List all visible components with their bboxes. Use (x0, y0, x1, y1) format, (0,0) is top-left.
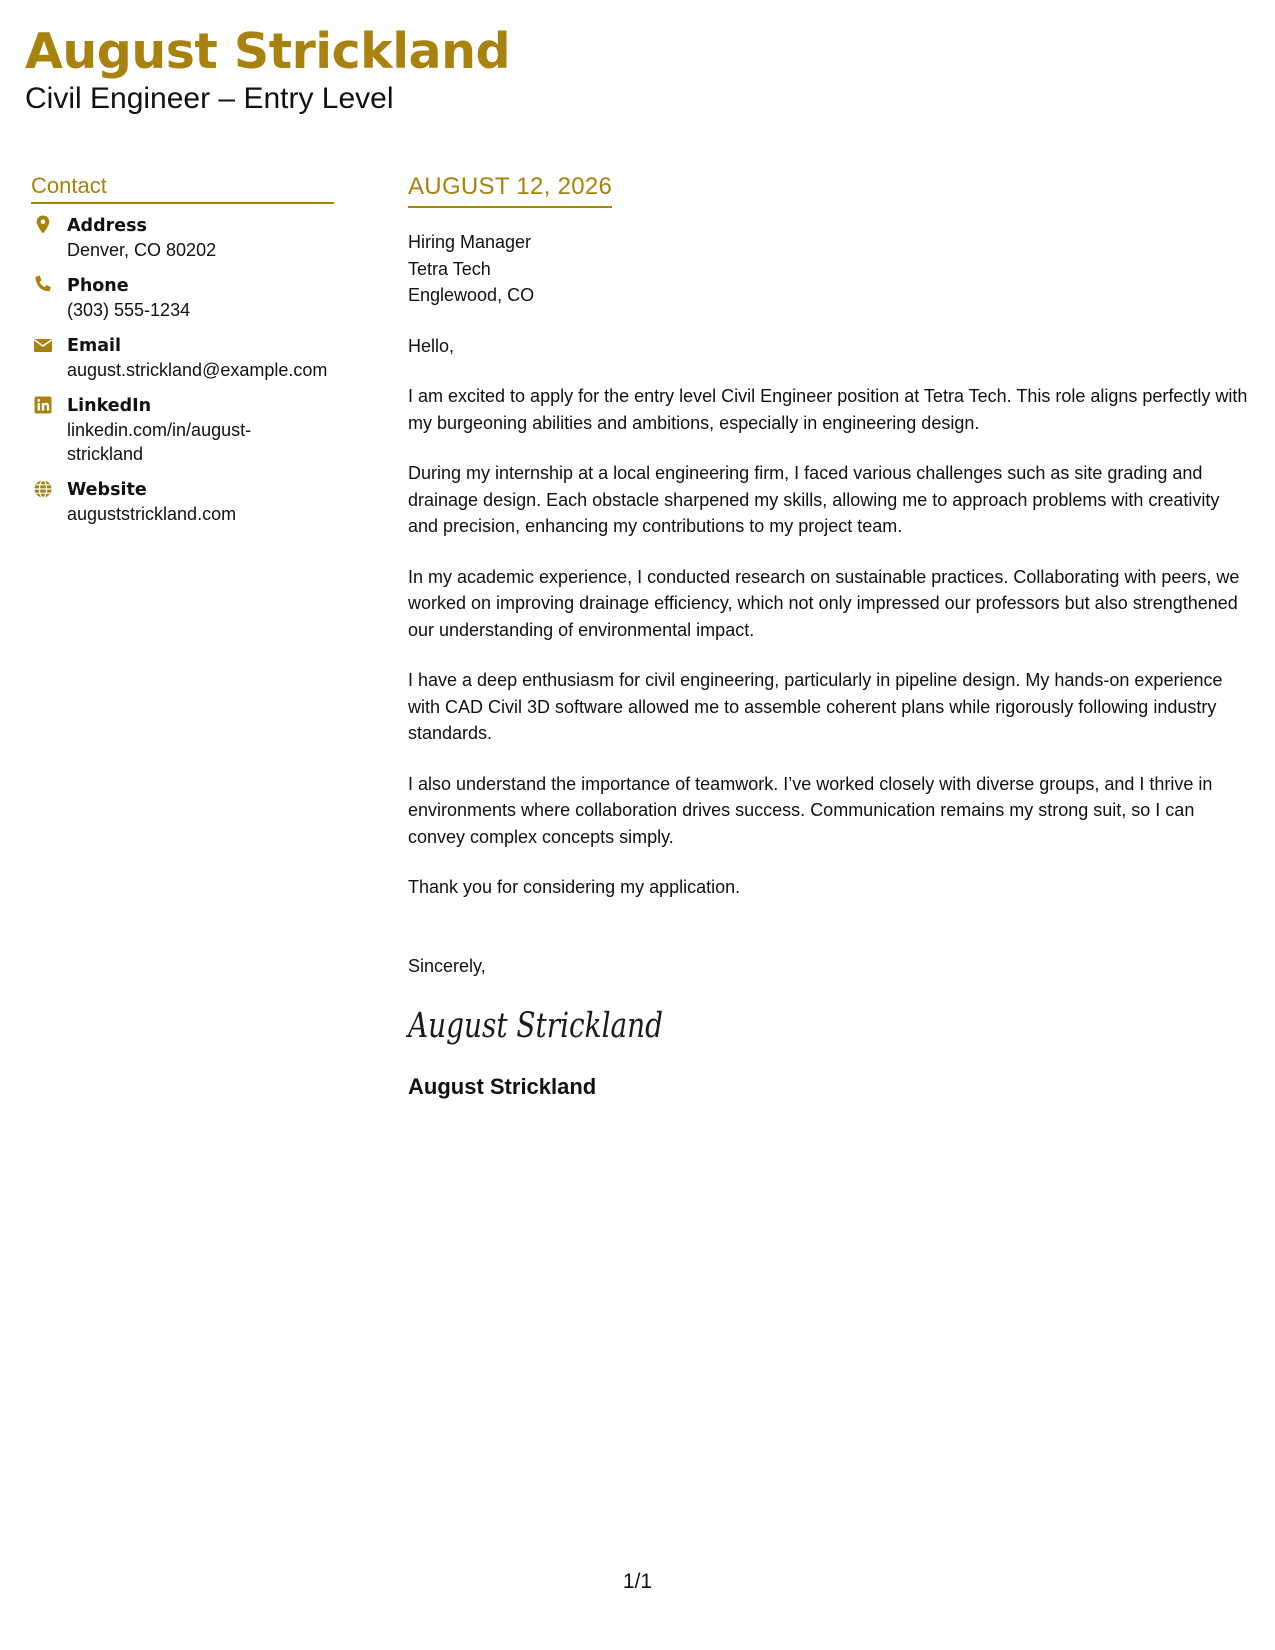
website-label: Website (67, 480, 147, 500)
envelope-icon (32, 334, 54, 356)
contact-website (31, 478, 334, 526)
letter-date: AUGUST 12, 2026 (408, 173, 612, 208)
phone-label: Phone (67, 276, 129, 296)
recipient-location: Englewood, CO (408, 285, 535, 305)
email-label: Email (67, 336, 121, 356)
map-pin-icon (32, 214, 54, 236)
header (25, 22, 510, 116)
phone-value: (303) 555-1234 (67, 300, 191, 320)
greeting: Hello, (408, 335, 455, 356)
linkedin-label: LinkedIn (67, 396, 152, 416)
phone-icon (32, 274, 54, 296)
recipient-title: Hiring Manager (408, 232, 532, 252)
letter-paragraph: In my academic experience, I conducted research on sustainable practices. Collaborating with peers, we worked on improving drainage efficiency, which not only impressed our professors but also strengthened our understanding of environmental impact. (408, 566, 1240, 640)
letter-paragraph: During my internship at a local engineering firm, I faced various challenges such as site grading and drainage design. Each obstacle sharpened my skills, allowing me to approach problems with creativity and precision, enhancing my contributions to my project team. (408, 463, 1220, 536)
signature-text: August Strickland (405, 1006, 663, 1046)
contact-heading: Contact (31, 173, 334, 204)
letter-paragraph: I also understand the importance of teamwork. I’ve worked closely with diverse groups, and I thrive in environments where collaboration drives success. Communication remains my strong suit, so I can convey complex concepts simply. (408, 773, 1213, 847)
closing-thanks: Thank you for considering my application. (408, 877, 741, 897)
letter-paragraph: I am excited to apply for the entry level Civil Engineer position at Tetra Tech. This role aligns perfectly with my burgeoning abilities and ambitions, especially in engineering design. (408, 386, 1248, 433)
email-value: august.strickland@example.com (67, 360, 328, 380)
linkedin-value: linkedin.com/in/august-strickland (67, 420, 252, 464)
address-value: Denver, CO 80202 (67, 240, 217, 260)
contact-address (31, 214, 334, 262)
contact-email (31, 334, 334, 382)
applicant-name: August Strickland (25, 23, 511, 80)
sign-off: Sincerely, (408, 955, 486, 976)
signer-name: August Strickland (408, 1074, 597, 1099)
contact-phone (31, 274, 334, 322)
job-title: Civil Engineer – Entry Level (25, 82, 394, 115)
contact-linkedin (31, 394, 334, 466)
cover-letter-body (405, 173, 1253, 1101)
recipient-company: Tetra Tech (408, 258, 491, 279)
page-number: 1/1 (622, 1570, 653, 1593)
handwritten-signature (405, 1001, 668, 1061)
linkedin-icon (32, 394, 54, 416)
globe-icon (32, 478, 54, 500)
address-label: Address (67, 216, 147, 236)
recipient-block (408, 229, 1253, 309)
letter-paragraph: I have a deep enthusiasm for civil engineering, particularly in pipeline design. My hands-on experience with CAD Civil 3D software allowed me to assemble coherent plans while rigorously following industry standards. (408, 670, 1223, 743)
contact-sidebar (31, 173, 334, 526)
website-value: auguststrickland.com (67, 504, 237, 524)
